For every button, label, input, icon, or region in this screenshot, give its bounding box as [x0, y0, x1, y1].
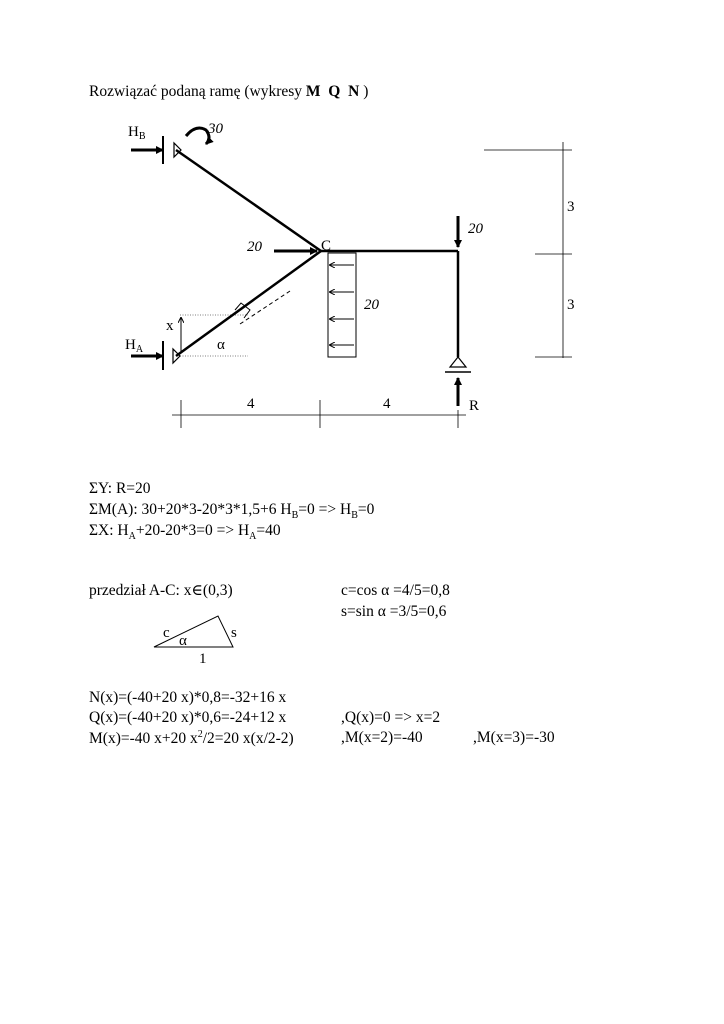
formula-M: M(x)=-40 x+20 $x^2/2=20$ x(x/2-2) — [89, 729, 294, 748]
formula-M-at-2: ,M(x=2)=-40 — [341, 729, 423, 746]
member-A-C — [176, 251, 321, 356]
formula-Q: Q(x)=(-40+20 x)*0,6=-24+12 x — [89, 709, 287, 726]
formula-M-at-3: ,M(x=3)=-30 — [473, 729, 555, 746]
label-dim-bottom-right: 4 — [383, 396, 391, 412]
svg-text:1: 1 — [199, 651, 207, 667]
label-force-C: 20 — [247, 239, 262, 255]
interval-label: przedział A-C: x∈(0,3) — [89, 582, 233, 599]
svg-text:s: s — [231, 625, 237, 641]
label-force-top-right: 20 — [468, 221, 483, 237]
equation-sumY: ΣY: R=20 — [89, 480, 151, 497]
distributed-load — [328, 253, 356, 357]
svg-text:α: α — [179, 633, 187, 649]
sin-value: s=sin α =3/5=0,6 — [341, 603, 447, 620]
label-distributed-load: 20 — [364, 297, 379, 313]
label-C: C — [321, 238, 332, 254]
label-R: R — [469, 398, 480, 414]
label-x: x — [166, 318, 174, 334]
bottom-dimensions — [172, 400, 466, 428]
label-dim-bottom-left: 4 — [247, 396, 255, 412]
cos-sin-triangle — [154, 616, 237, 667]
label-moment-30: 30 — [208, 121, 223, 137]
formula-Q-zero: ,Q(x)=0 => x=2 — [341, 709, 441, 726]
member-B-C — [176, 150, 321, 251]
title-N: N — [348, 83, 360, 100]
label-HA: $H_A$ — [125, 337, 144, 355]
title-suffix: ) — [363, 83, 369, 100]
x-dimension — [180, 291, 290, 356]
frame-members — [176, 150, 458, 357]
label-dim-right-bottom: 3 — [567, 297, 575, 313]
support-roller — [445, 357, 471, 406]
label-HB: $H_B$ — [128, 124, 146, 142]
equation-sumM: ΣM(A): 30+20*3-20*3*1,5+6 $H_B=0 => H_B=0$ — [89, 501, 375, 522]
right-dimensions — [484, 142, 572, 358]
title-Q: Q — [328, 83, 341, 100]
formula-N: N(x)=(-40+20 x)*0,8=-32+16 x — [89, 689, 287, 706]
moment-arrow — [186, 128, 209, 144]
cos-value: c=cos α =4/5=0,8 — [341, 582, 450, 599]
equation-sumX: ΣX: $H_A+20-20*3=0 => H_A=40$ — [89, 522, 281, 543]
label-alpha: α — [217, 337, 225, 353]
title-prefix: Rozwiązać podaną ramę (wykresy — [89, 83, 306, 100]
svg-text:c: c — [163, 625, 170, 641]
title-M: M — [305, 83, 321, 100]
label-dim-right-top: 3 — [567, 199, 575, 215]
